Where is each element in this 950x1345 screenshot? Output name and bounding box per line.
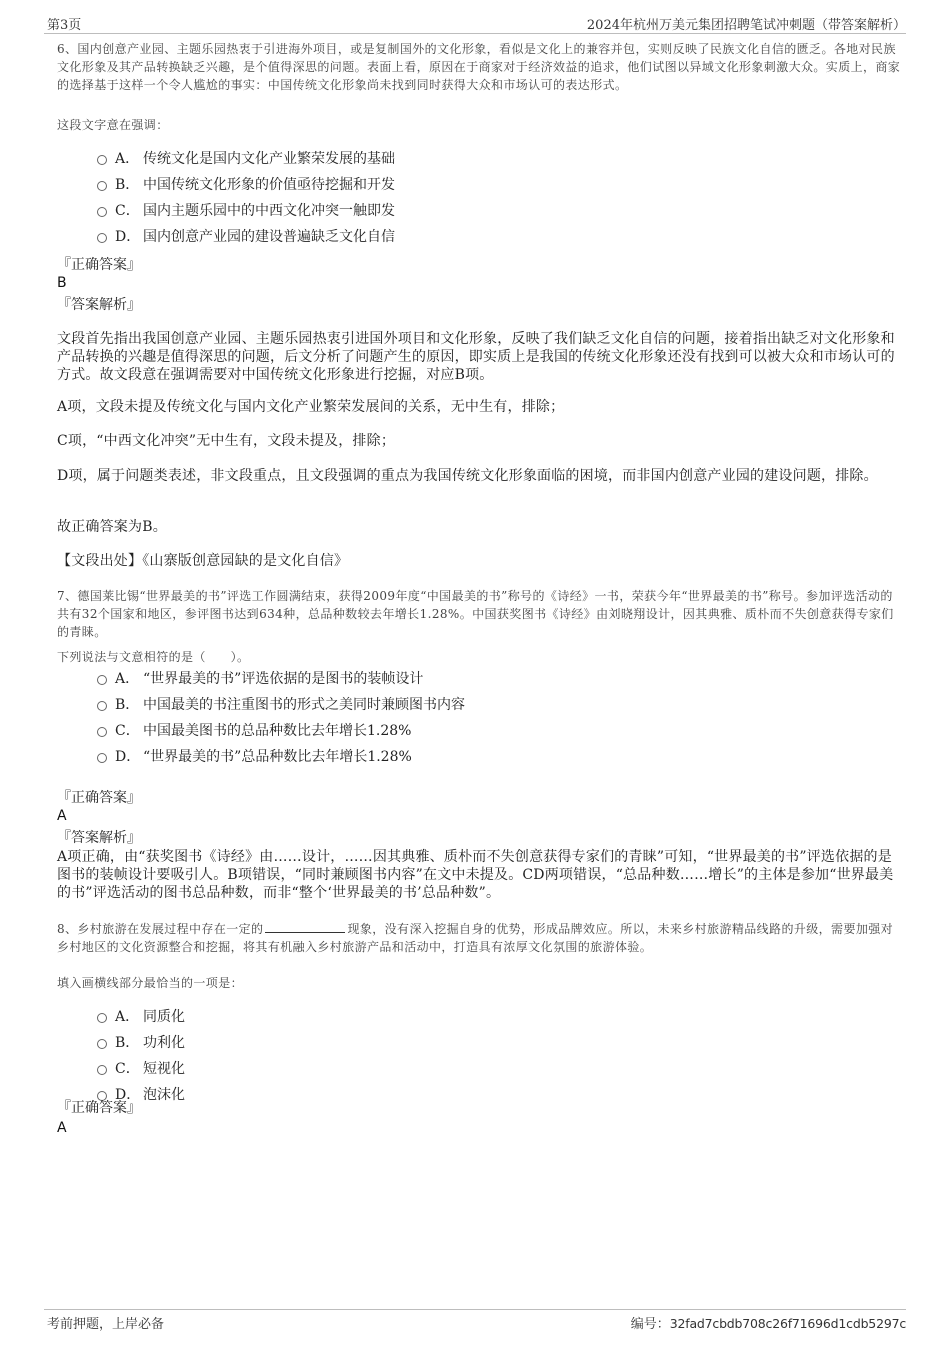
fill-blank bbox=[265, 920, 345, 933]
q6-prompt: 这段文字意在强调： bbox=[57, 118, 169, 132]
q8-answer-label: 『正确答案』 bbox=[57, 1100, 141, 1116]
q8-option-b[interactable]: B． 功利化 bbox=[97, 1030, 185, 1056]
radio-icon[interactable] bbox=[97, 753, 107, 763]
radio-icon[interactable] bbox=[97, 1013, 107, 1023]
q7-prompt: 下列说法与文意相符的是（ ）。 bbox=[57, 650, 250, 664]
q6-option-b[interactable]: B． 中国传统文化形象的价值亟待挖掘和开发 bbox=[97, 172, 395, 198]
q6-analysis-conclusion: 故正确答案为B。 bbox=[57, 519, 167, 535]
q8-option-a[interactable]: A． 同质化 bbox=[97, 1004, 185, 1030]
q6-option-a[interactable]: A． 传统文化是国内文化产业繁荣发展的基础 bbox=[97, 146, 395, 172]
radio-icon[interactable] bbox=[97, 155, 107, 165]
q7-option-a[interactable]: A． “世界最美的书”评选依据的是图书的装帧设计 bbox=[97, 666, 423, 692]
q8-prompt: 填入画横线部分最恰当的一项是： bbox=[57, 976, 244, 990]
q6-analysis-main: 文段首先指出我国创意产业园、主题乐园热衷引进国外项目和文化形象，反映了我们缺乏文化自信的问题，接着指出缺乏对文化形象和产品转换的兴趣是值得深思的问题，后文分析了问题产生的原因，即实质上是我国的传统文化形象还没有找到可以被大众和市场认可的方式。故文段意在强调需要对中国传统文化形象进行挖掘，对应B项。 bbox=[57, 331, 895, 383]
radio-icon[interactable] bbox=[97, 701, 107, 711]
radio-icon[interactable] bbox=[97, 1039, 107, 1049]
q6-stem: 6、国内创意产业园、主题乐园热衷于引进海外项目，或是复制国外的文化形象，看似是文化上的兼容并包，实则反映了民族文化自信的匮乏。各地对民族文化形象及其产品转换缺乏兴趣，是个值得深思的问题。表面上看，原因在于商家对于经济效益的追求，他们试图以异域文化形象刺激大众。实质上，商家的选择基于这样一个令人尴尬的事实：中国传统文化形象尚未找到同时获得大众和市场认可的表达形式。 bbox=[57, 42, 901, 92]
q8-option-d[interactable]: D． 泡沫化 bbox=[97, 1082, 185, 1108]
radio-icon[interactable] bbox=[97, 233, 107, 243]
q6-source: 【文段出处】《山寨版创意园缺的是文化自信》 bbox=[57, 553, 349, 569]
q8-stem: 8、乡村旅游在发展过程中存在一定的 现象，没有深入挖掘自身的优势，形成品牌效应。所以，未来乡村旅游精品线路的升级，需要加强对乡村地区的文化资源整合和挖掘，将其有机融入乡村旅游产品和活动中，打造具有浓厚文化氛围的旅游体验。 bbox=[57, 922, 894, 954]
q7-stem: 7、德国莱比锡“世界最美的书”评选工作圆满结束，获得2009年度“中国最美的书”称号的《诗经》一书，荣获今年“世界最美的书”称号。参加评选活动的共有32个国家和地区，参评图书达到634种，总品种数较去年增长1.28%。中国获奖图书《诗经》由刘晓翔设计，因其典雅、质朴而不失创意获得专家们的青睐。 bbox=[57, 589, 894, 639]
footer-divider bbox=[44, 1309, 906, 1310]
q6-analysis-label: 『答案解析』 bbox=[57, 297, 141, 313]
q8-answer: A bbox=[57, 1120, 67, 1136]
q8-option-c[interactable]: C． 短视化 bbox=[97, 1056, 185, 1082]
radio-icon[interactable] bbox=[97, 181, 107, 191]
q7-answer: A bbox=[57, 808, 67, 824]
q7-option-c[interactable]: C． 中国最美图书的总品种数比去年增长1.28% bbox=[97, 718, 411, 744]
radio-icon[interactable] bbox=[97, 727, 107, 737]
q6-analysis-a: A项，文段未提及传统文化与国内文化产业繁荣发展间的关系，无中生有，排除； bbox=[57, 399, 565, 415]
radio-icon[interactable] bbox=[97, 1065, 107, 1075]
q7-analysis-label: 『答案解析』 bbox=[57, 830, 141, 846]
q7-answer-label: 『正确答案』 bbox=[57, 790, 141, 806]
document-title: 2024年杭州万美元集团招聘笔试冲刺题（带答案解析） bbox=[586, 18, 906, 33]
q6-option-d[interactable]: D． 国内创意产业园的建设普遍缺乏文化自信 bbox=[97, 224, 395, 250]
q7-option-b[interactable]: B． 中国最美的书注重图书的形式之美同时兼顾图书内容 bbox=[97, 692, 465, 718]
header-divider bbox=[44, 33, 906, 34]
q6-answer: B bbox=[57, 275, 67, 291]
q7-analysis: A项正确，由“获奖图书《诗经》由……设计，……因其典雅、质朴而不失创意获得专家们的青睐”可知，“世界最美的书”评选依据的是图书的装帧设计要吸引人。B项错误，“同时兼顾图书内容”在文中未提及。CD两项错误，“总品种数……增长”的主体是参加“世界最美的书”评选活动的图书总品种数，而非“整个‘世界最美的书’总品种数”。 bbox=[57, 849, 894, 901]
radio-icon[interactable] bbox=[97, 207, 107, 217]
q6-analysis-c: C项，“中西文化冲突”无中生有，文段未提及，排除； bbox=[57, 433, 396, 449]
q6-answer-label: 『正确答案』 bbox=[57, 257, 141, 273]
document-id: 编号：32fad7cbdb708c26f71696d1cdb5297c bbox=[630, 1316, 906, 1332]
q7-option-d[interactable]: D． “世界最美的书”总品种数比去年增长1.28% bbox=[97, 744, 412, 770]
footer-slogan: 考前押题，上岸必备 bbox=[47, 1317, 165, 1332]
q6-option-c[interactable]: C． 国内主题乐园中的中西文化冲突一触即发 bbox=[97, 198, 395, 224]
page-number: 第3页 bbox=[47, 18, 82, 33]
radio-icon[interactable] bbox=[97, 675, 107, 685]
q6-analysis-d: D项，属于问题类表述，非文段重点，且文段强调的重点为我国传统文化形象面临的困境，而非国内创意产业园的建设问题，排除。 bbox=[57, 468, 878, 484]
